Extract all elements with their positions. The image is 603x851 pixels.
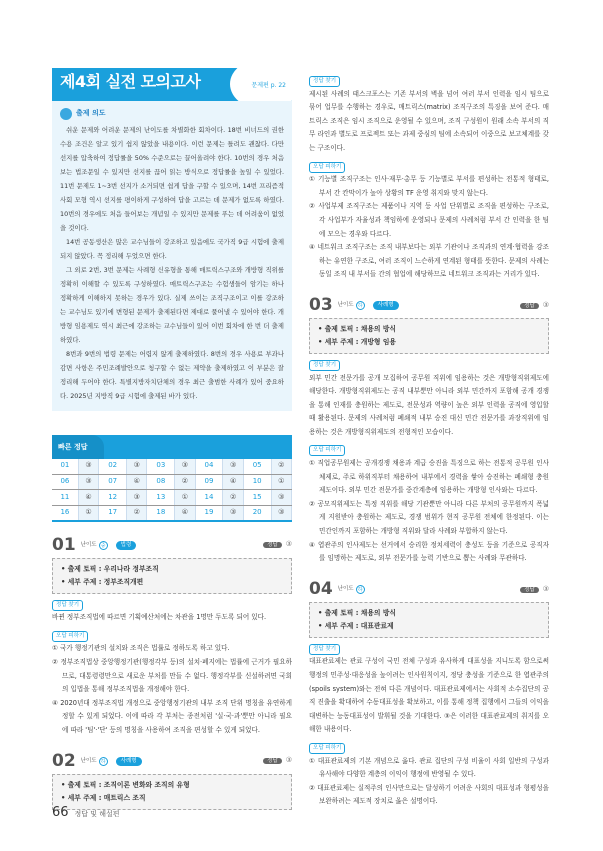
level-badge: 하	[356, 585, 365, 594]
answer-row	[52, 474, 292, 490]
explanation: 제시된 사례의 태스크포스는 기존 부서의 벽을 넘어 여러 부서 인력을 임시 팀으로 묶어 업무를 수행하는 경우로, 매트릭스(matrix) 조직구조의 특징을 보여 준다. 매트릭스 조직은 임시 조직으로 운영될 수 있으며, 조직 구성원이 원래 소속 부서의 직무 라인과 별도로 프로젝트 또는 과제 중심의 팀에 소속되어 이중으로 보고체계를 갖는 구조이다.	[309, 89, 549, 152]
answer-row	[52, 490, 292, 506]
option-note: ① 기능별 조직구조는 인사·재무·총무 등 기능별로 부서를 편성하는 전통적 형태로, 부서 간 칸막이가 높아 상황의 TF 운영 취지와 맞지 않는다.	[309, 175, 549, 197]
question-number: 04	[309, 579, 333, 600]
answer-cell: ④	[223, 474, 243, 490]
level-label: 난이도	[80, 541, 97, 548]
question-number: 03	[309, 295, 333, 316]
subtopic: • 세부 주제 : 매트릭스 조직	[61, 793, 146, 802]
option-note: ① 직업공무원제는 공개경쟁 채용과 계급 승진을 특징으로 하는 전통적 공무원 인사체제로, 주로 하위직부터 채용하여 내부에서 경력을 쌓아 승진하는 폐쇄형 충원제도이다. 외부 민간 전문가를 중간계층에 임용하는 개방형 인사와는 다르다.	[309, 459, 549, 495]
explanation: 대표관료제는 관료 구성이 국민 전체 구성과 유사하게 대표성을 지니도록 함으로써 행정의 민주성·대응성을 높이려는 인사원칙이지, 정당 충성을 기준으로 한 엽관주의(spoils system)와는 전혀 다른 개념이다. 대표관료제에서는 사회적 소수집단의 공직 진출을 확대하여 수동대표성을 확보하고, 이를 통해 정책 집행에서 그들의 이익을 대변하는 능동대표성이 발휘될 것을 기대한다. ③은 이러한 대표관료제의 취지를 오해한 내용이다.	[309, 657, 549, 734]
page-number: 66	[52, 805, 69, 820]
question-number-cell: 10	[243, 474, 271, 490]
page-footer	[52, 805, 120, 820]
level-badge: 중	[99, 541, 108, 550]
intro-paragraph: 쉬운 문제와 어려운 문제의 난이도를 차별화한 회차이다. 18번 비너드의 권한 수용 조건은 알고 있기 쉽지 않았을 내용이다. 이런 문제는 틀려도 괜찮다. 다만 선지를 압축하여 정답률을 50% 수준으로는 끌어올려야 한다. 10번의 경우 처음 보는 법조문일 수 있지만 선지를 끊어 읽는 방식으로 정답률을 높일 수 있었다. 11번 문제도 1~3번 선지가 소거되면 쉽게 답을 구할 수 있으며, 14번 프리즘적 사회 모형 역시 선지를 평이하게 구성하여 답을 고르는 데 문제가 없도록 하였다. 10번의 경우에도 처음 들어보는 개념일 수 있지만 문제를 푸는 데 어려움이 없었을 것이다.	[60, 125, 284, 232]
question-number-cell: 06	[52, 474, 78, 490]
answer-table	[52, 459, 292, 522]
level-label: 난이도	[337, 586, 354, 593]
question-number-cell: 09	[195, 474, 223, 490]
right-column	[309, 68, 549, 809]
level-badge: 하	[356, 301, 365, 310]
question-header	[52, 752, 292, 772]
answer-cell: ②	[175, 474, 195, 490]
subtopic: • 세부 주제 : 개방형 임용	[318, 337, 396, 346]
answer-cell: ②	[127, 505, 147, 521]
option-note: ② 사업부제 조직구조는 제품이나 지역 등 사업 단위별로 조직을 편성하는 구조로, 각 사업부가 자율성과 책임하에 운영되나 문제의 사례처럼 부서 간 인력을 한 팀에 모으는 경우와 다르다.	[309, 202, 549, 238]
answer-value: ③	[542, 584, 549, 593]
explanation: 외부 민간 전문가를 공개 모집하여 공무원 직위에 임용하는 것은 개방형직위제도에 해당한다. 개방형직위제도는 공직 내부뿐만 아니라 외부 민간까지 포함해 공개 경쟁을 통해 인재를 충원하는 제도로, 전문성과 역량이 높은 외부 인력을 공직에 영입할 때 활용된다. 문제의 사례처럼 폐쇄적 내부 승진 대신 민간 전문가를 과장직위에 임용하는 것은 개방형직위제도의 전형적인 모습이다.	[309, 373, 549, 436]
avoid-wrong-label: 오답 피하기	[309, 162, 345, 173]
intro-box	[52, 101, 292, 411]
find-answer-label: 정답 찾기	[309, 360, 340, 371]
footer-label: 정답 및 해설편	[74, 810, 120, 818]
answer-cell: ①	[78, 505, 98, 521]
option-note: ① 대표관료제의 기본 개념으로 옳다. 관료 집단의 구성 비율이 사회 일반의 구성과 유사해야 다양한 계층의 이익이 행정에 반영될 수 있다.	[309, 756, 549, 779]
intro-paragraph: 14번 공동생산은 많은 교수님들이 강조하고 있음에도 국가직 9급 시험에 출제되지 않았다. 꼭 정리해 두었으면 한다.	[60, 237, 284, 260]
avoid-wrong-label: 오답 피하기	[52, 631, 88, 642]
answer-cell: ③	[175, 459, 195, 475]
option-note: ④ 2020년대 정부조직법 개정으로 중앙행정기관의 내부 조직 단위 명칭을 유연하게 정할 수 있게 되었다. 이에 따라 각 부처는 종전처럼 '실·국·과'뿐만 아니라 필요에 따라 '팀'·'단' 등의 명칭을 사용하여 조직을 편성할 수 있게 되었다.	[52, 698, 292, 734]
answer-label: 정답	[520, 303, 539, 309]
question-number-cell: 03	[147, 459, 175, 475]
question-number-cell: 01	[52, 459, 78, 475]
type-tag: 사례형	[373, 301, 399, 310]
option-note: ④ 네트워크 조직구조는 조직 내부보다는 외부 기관이나 조직과의 연계·협력을 강조하는 유연한 구조로, 여러 조직이 느슨하게 연계된 형태를 뜻한다. 문제의 사례는 동일 조직 내 부서들 간의 협업에 해당하므로 네트워크 조직과는 거리가 있다.	[309, 243, 549, 279]
topic: • 출제 토픽 : 채용의 방식	[318, 608, 396, 617]
page-title: 제4회 실전 모의고사	[60, 72, 201, 91]
answer-cell: ③	[223, 505, 243, 521]
subtopic: • 세부 주제 : 대표관료제	[318, 621, 394, 630]
option-note: ① 국가 행정기관의 설치와 조직은 법률로 정하도록 하고 있다.	[52, 644, 230, 653]
avoid-wrong-label: 오답 피하기	[309, 743, 345, 754]
question-number-cell: 08	[147, 474, 175, 490]
quick-answers-title: 빠른 정답	[52, 435, 104, 459]
question-header	[309, 580, 549, 600]
answer-value: ③	[542, 300, 549, 309]
option-note: ② 대표관료제는 실적주의 인사만으로는 달성하기 어려운 사회의 대표성과 형평성을 보완하려는 제도적 장치로 옳은 설명이다.	[309, 783, 549, 806]
option-note: ② 공모직위제도는 특정 직위를 해당 기관뿐만 아니라 다른 부처의 공무원까지 폭넓게 지원받아 충원하는 제도로, 경쟁 범위가 현직 공무원 전체에 한정된다. 이는 민간인까지 포함하는 개방형 직위와 달라 사례와 부합하지 않는다.	[309, 499, 549, 536]
answer-cell: ③	[127, 490, 147, 506]
find-answer-label: 정답 찾기	[309, 644, 340, 655]
question-number: 02	[52, 750, 76, 771]
page-reference: 문제편 p. 22	[251, 82, 286, 89]
answer-value: ③	[285, 756, 292, 765]
explanation: 바뀐 정부조직법에 따르면 기획예산처에는 차관을 1명만 두도록 되어 있다.	[52, 613, 267, 622]
topic: • 출제 토픽 : 채용의 방식	[318, 324, 396, 333]
question-number-cell: 17	[99, 505, 127, 521]
question-number-cell: 05	[243, 459, 271, 475]
find-answer-label: 정답 찾기	[309, 76, 340, 87]
answer-cell: ③	[223, 459, 243, 475]
question-header	[52, 536, 292, 556]
find-answer-label: 정답 찾기	[52, 600, 83, 611]
answer-label: 정답	[263, 542, 282, 548]
avoid-wrong-label: 오답 피하기	[309, 445, 345, 456]
subtopic: • 세부 주제 : 정부조직개편	[61, 577, 144, 586]
question-number-cell: 14	[195, 490, 223, 506]
option-note: ④ 엽관주의 인사제도는 선거에서 승리한 정치세력이 충성도 등을 기준으로 공직자를 임명하는 제도로, 외부 전문가를 능력 기반으로 뽑는 사례와 무관하다.	[309, 540, 549, 563]
answer-cell: ②	[271, 459, 291, 475]
quick-answers	[52, 435, 292, 522]
question-number-cell: 12	[99, 490, 127, 506]
answer-cell: ③	[127, 459, 147, 475]
level-label: 난이도	[80, 757, 97, 764]
answer-cell: ③	[78, 474, 98, 490]
answer-cell: ③	[78, 459, 98, 475]
question-number-cell: 16	[52, 505, 78, 521]
left-column	[52, 68, 292, 810]
question-number-cell: 18	[147, 505, 175, 521]
option-note: ② 정부조직법상 중앙행정기관(행정각부 등)의 설치·폐지에는 법률에 근거가 필요하므로, 대통령령만으로 새로운 부처를 만들 수 없다. 행정각부를 신설하려면 국회의 입법을 통해 정부조직법을 개정해야 한다.	[52, 657, 292, 694]
topic: • 출제 토픽 : 조직이론 변화와 조직의 유형	[61, 780, 190, 789]
question-number-cell: 02	[99, 459, 127, 475]
answer-cell: ④	[78, 490, 98, 506]
answer-cell: ④	[127, 474, 147, 490]
topic-box	[52, 558, 292, 594]
intro-paragraph: 그 외로 2번, 3번 문제는 사례형 신유형을 통해 매트릭스구조와 개방형 직위를 정확히 이해할 수 있도록 구성하였다. 매트릭스구조는 수험생들이 암기는 하나 정확하게 이해하지 못하는 경우가 있다. 실제 쓰이는 조직구조이고 이를 강조하는 교수님도 있기에 변형된 문제가 출제된다면 제대로 풀어낼 수 있어야 한다. 개방형 임용제도 역시 최근에 강조하는 교수님들이 있어 이번 회차에 한 번 더 출제하였다.	[60, 265, 284, 344]
question-number: 01	[52, 534, 76, 555]
answer-label: 정답	[263, 758, 282, 764]
question-number-cell: 15	[243, 490, 271, 506]
question-number-cell: 11	[52, 490, 78, 506]
level-badge: 하	[99, 757, 108, 766]
person-icon	[60, 108, 72, 120]
answer-cell: ③	[271, 505, 291, 521]
answer-cell: ③	[271, 490, 291, 506]
title-banner	[52, 68, 292, 101]
topic: • 출제 토픽 : 우리나라 정부조직	[61, 564, 159, 573]
question-number-cell: 19	[195, 505, 223, 521]
answer-value: ③	[285, 540, 292, 549]
question-number-cell: 13	[147, 490, 175, 506]
type-tag: 법령	[116, 541, 137, 550]
question-number-cell: 20	[243, 505, 271, 521]
question-number-cell: 04	[195, 459, 223, 475]
answer-cell: ①	[175, 490, 195, 506]
topic-box	[309, 318, 549, 354]
question-header	[309, 296, 549, 316]
answer-row	[52, 505, 292, 521]
topic-box	[309, 602, 549, 638]
answer-label: 정답	[520, 587, 539, 593]
level-label: 난이도	[337, 302, 354, 309]
type-tag: 사례형	[116, 757, 142, 766]
answer-row	[52, 459, 292, 475]
intro-paragraph: 8번과 9번의 법령 문제는 어렵지 않게 출제하였다. 8번의 경우 사용료 부과나 감면 사항은 주민조례발안으로 청구할 수 없는 제약을 출제하였고 이 부분은 잘 정리해 두어야 한다. 특별지방자치단체의 경우 최근 출범한 사례가 있어 중요하다. 2025년 지방직 9급 시험에 출제된 바가 있다.	[60, 349, 284, 400]
intro-title: 출제 의도	[76, 109, 106, 117]
question-number-cell: 07	[99, 474, 127, 490]
answer-cell: ④	[175, 505, 195, 521]
answer-cell: ①	[271, 474, 291, 490]
answer-cell: ②	[223, 490, 243, 506]
